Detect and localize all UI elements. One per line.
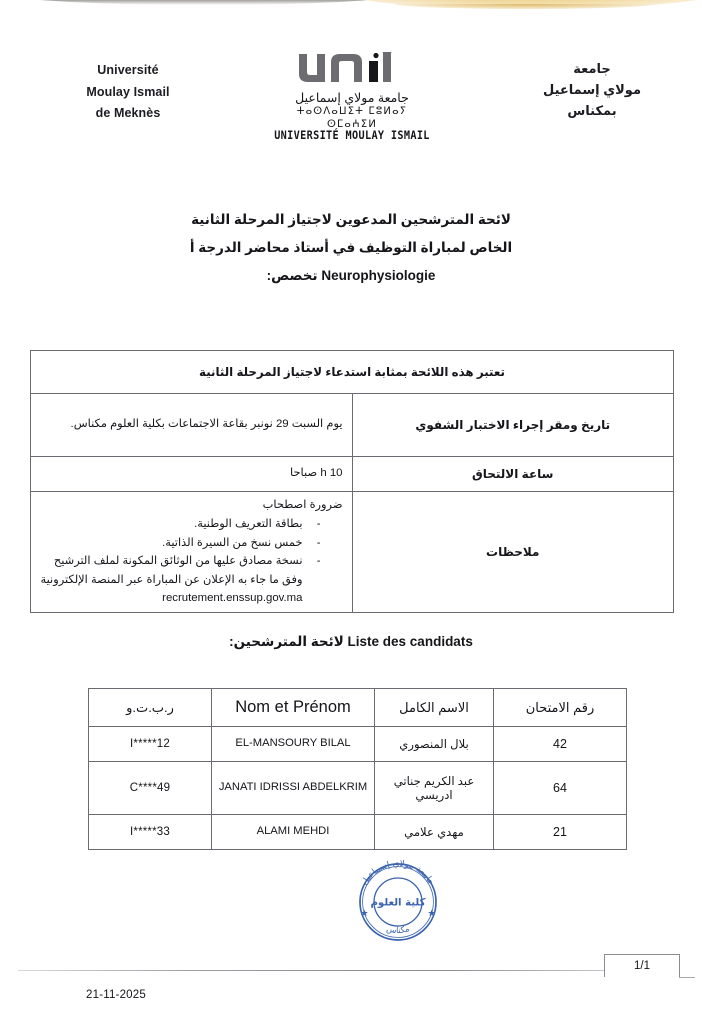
cell-exam-number: 64 bbox=[494, 762, 627, 815]
cell-name-french: JANATI IDRISSI ABDELKRIM bbox=[212, 762, 375, 815]
logo-latin-text: UNIVERSITÉ MOULAY ISMAIL bbox=[274, 130, 430, 143]
document-title bbox=[0, 206, 702, 290]
title-speciality-label: تخصص: bbox=[266, 268, 318, 284]
time-value: 10 h صباحا bbox=[31, 457, 353, 492]
scan-edge-artifact bbox=[0, 0, 702, 14]
table-header-row bbox=[89, 689, 627, 727]
notes-label: ملاحظات bbox=[352, 492, 674, 613]
candidates-heading-arabic: لائحة المترشحين: bbox=[229, 634, 344, 649]
footer-divider bbox=[18, 970, 618, 971]
official-stamp bbox=[348, 852, 448, 952]
svg-text:مكناس: مكناس bbox=[385, 923, 411, 936]
svg-text:جامعة مولاي إسماعيل: جامعة مولاي إسماعيل bbox=[359, 858, 437, 888]
table-row-notes bbox=[31, 492, 674, 613]
cell-name-french: ALAMI MEHDI bbox=[212, 815, 375, 850]
document-header bbox=[0, 52, 702, 142]
column-header-cin: ر.ب.ت.و bbox=[89, 689, 212, 727]
venue-label: تاريخ ومقر إجراء الاختبار الشفوي bbox=[352, 394, 674, 457]
cell-cin: I*****12 bbox=[89, 727, 212, 762]
time-label: ساعة الالتحاق bbox=[352, 457, 674, 492]
cell-name-french: EL-MANSOURY BILAL bbox=[212, 727, 375, 762]
logo-arabic-text: جامعة مولاي إسماعيل bbox=[295, 91, 409, 105]
scan-paper-glare bbox=[330, 0, 702, 9]
column-header-name-french: Nom et Prénom bbox=[212, 689, 375, 727]
table-row-time bbox=[31, 457, 674, 492]
page-indicator: 1/1 bbox=[604, 954, 680, 977]
info-banner-text: تعتبر هذه اللائحة بمثابة استدعاء لاجتياز المرحلة الثانية bbox=[31, 351, 674, 394]
list-item: - بطاقة التعريف الوطنية. bbox=[40, 515, 325, 533]
notes-intro: ضرورة اصطحاب bbox=[262, 499, 343, 511]
logo-tifinagh-text: ⵜⴰⵙⴷⴰⵡⵉⵜ ⵎⵓⵍⴰⵢ ⵙⵎⴰⵄⵉⵍ bbox=[296, 106, 408, 130]
notes-value bbox=[31, 492, 353, 613]
svg-text:★: ★ bbox=[427, 909, 436, 919]
candidates-table bbox=[88, 688, 627, 850]
table-row bbox=[89, 762, 627, 815]
column-header-exam-number: رقم الامتحان bbox=[494, 689, 627, 727]
cell-exam-number: 42 bbox=[494, 727, 627, 762]
title-line-2: الخاص لمباراة التوظيف في أستاذ محاضر الدرجة أ bbox=[189, 240, 513, 256]
title-line-3 bbox=[0, 262, 702, 290]
table-row bbox=[89, 815, 627, 850]
column-header-name-arabic: الاسم الكامل bbox=[375, 689, 494, 727]
exam-info-table bbox=[30, 350, 674, 613]
university-name-french bbox=[28, 60, 228, 125]
notes-list bbox=[40, 515, 343, 607]
table-row-banner bbox=[31, 351, 674, 394]
candidates-heading-french: Liste des candidats bbox=[347, 634, 473, 649]
scan-paper-glare-inner bbox=[395, 4, 655, 9]
university-name-arabic-line-3: بمكناس bbox=[567, 103, 617, 119]
title-speciality-value: Neurophysiologie bbox=[321, 268, 436, 284]
venue-value: يوم السبت 29 نونبر بقاعة الاجتماعات بكلية العلوم مكناس. bbox=[31, 394, 353, 457]
table-row bbox=[89, 727, 627, 762]
svg-text:★: ★ bbox=[360, 909, 369, 919]
document-date: 21-11-2025 bbox=[86, 989, 146, 1001]
cell-exam-number: 21 bbox=[494, 815, 627, 850]
university-name-french-line-1: Université bbox=[97, 63, 159, 77]
cell-cin: I*****33 bbox=[89, 815, 212, 850]
scan-shadow bbox=[0, 0, 420, 5]
cell-name-arabic: مهدي علامي bbox=[375, 815, 494, 850]
svg-text:كلية العلوم: كلية العلوم bbox=[370, 897, 426, 909]
university-name-arabic-line-1: جامعة bbox=[573, 61, 611, 76]
faculty-seal-icon bbox=[348, 852, 448, 952]
cell-name-arabic: عبد الكريم جناتي ادريسي bbox=[375, 762, 494, 815]
cell-name-arabic: بلال المنصوري bbox=[375, 727, 494, 762]
university-logo bbox=[272, 52, 432, 144]
university-name-arabic-line-2: مولاي إسماعيل bbox=[542, 82, 642, 98]
university-name-french-line-3: de Meknès bbox=[95, 106, 161, 120]
list-item bbox=[40, 552, 325, 607]
umi-wordmark-icon bbox=[291, 52, 413, 90]
list-item: - خمس نسخ من السيرة الذاتية. bbox=[40, 534, 325, 552]
university-name-french-line-2: Moulay Ismail bbox=[86, 84, 170, 99]
notes-item-3-text: نسخة مصادق عليها من الوثائق المكونة لملف الترشيح وفق ما جاء به الإعلان عن المباراة عبر المنصة الإلكترونية bbox=[40, 555, 303, 586]
cell-cin: C****49 bbox=[89, 762, 212, 815]
candidates-list-heading bbox=[0, 634, 702, 650]
title-line-1: لائحة المترشحين المدعوين لاجتياز المرحلة الثانية bbox=[191, 212, 511, 227]
university-name-arabic bbox=[502, 58, 682, 121]
table-row-venue bbox=[31, 394, 674, 457]
platform-url: recrutement.enssup.gov.ma bbox=[162, 591, 303, 604]
